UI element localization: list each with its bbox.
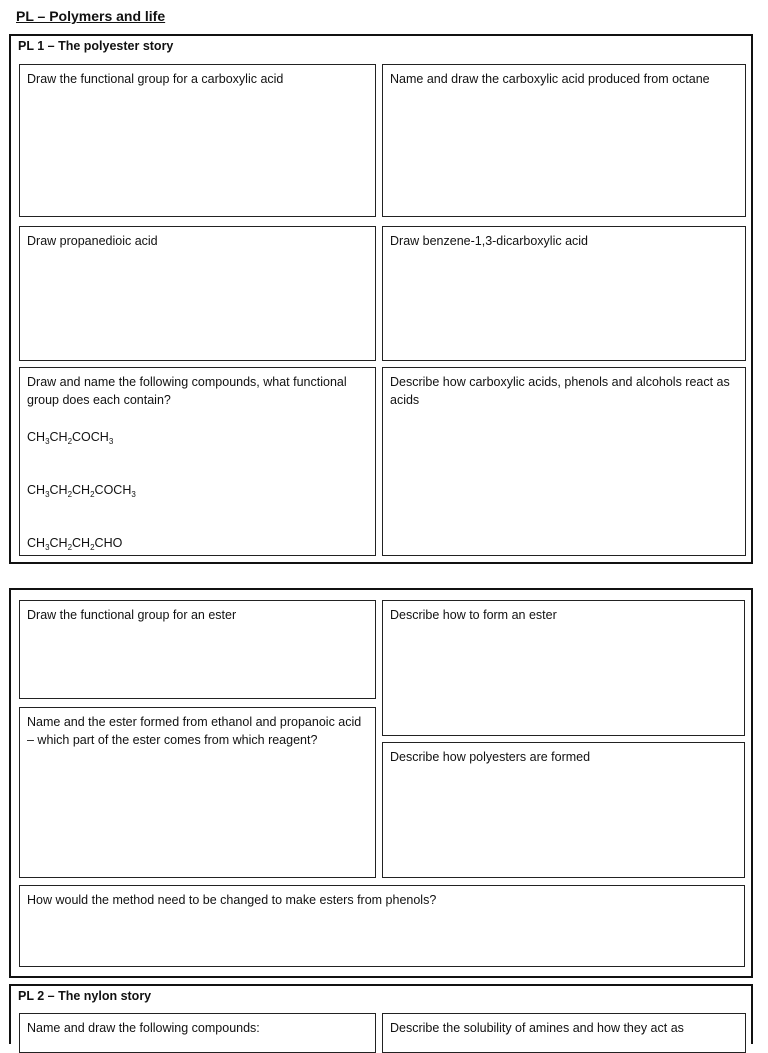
section-pl2 <box>9 984 753 1044</box>
box-carboxylic-group <box>19 64 376 217</box>
question-text: Describe the solubility of amines and how they act as <box>390 1021 684 1035</box>
section-heading-pl2: PL 2 – The nylon story <box>18 989 152 1003</box>
question-text: Describe how polyesters are formed <box>390 750 591 764</box>
box-benzene-dicarboxylic <box>382 226 746 361</box>
formula-text: CH <box>49 483 68 497</box>
question-text: Describe how carboxylic acids, phenols and alcohols react as acids <box>390 375 730 407</box>
formula-text: CH <box>72 536 91 550</box>
formula-subscript: 3 <box>108 437 114 446</box>
question-text: Describe how to form an ester <box>390 608 557 622</box>
formula-text: CH <box>72 483 91 497</box>
formula-subscript: 2 <box>90 490 95 499</box>
box-amines <box>382 1013 746 1053</box>
formula-subscript: 2 <box>67 543 73 552</box>
box-name-draw <box>19 1013 376 1053</box>
box-ester-group <box>19 600 376 699</box>
question-text: Name and draw the following compounds: <box>27 1021 260 1035</box>
formula-text: COCH <box>94 483 132 497</box>
formula-subscript: 2 <box>67 437 73 446</box>
formula-compound-3 <box>27 534 122 557</box>
formula-text: CH <box>27 483 46 497</box>
box-phenols-method <box>19 885 745 967</box>
question-text: Name and draw the carboxylic acid produced from octane <box>390 72 710 86</box>
question-text: How would the method need to be changed to make esters from phenols? <box>27 893 437 907</box>
formula-subscript: 2 <box>67 490 73 499</box>
box-polyesters <box>382 742 745 878</box>
formula-text: CH <box>49 536 68 550</box>
question-text: Draw benzene-1,3-dicarboxylic acid <box>390 234 589 248</box>
formula-compound-2 <box>27 481 136 504</box>
question-text: Draw the functional group for an ester <box>27 608 237 622</box>
formula-subscript: 3 <box>45 437 50 446</box>
page-title: PL – Polymers and life <box>16 8 166 24</box>
formula-compound-1 <box>27 428 113 451</box>
question-text: Name and the ester formed from ethanol and propanoic acid – which part of the ester comes from which reagent? <box>27 715 362 747</box>
formula-subscript: 3 <box>45 490 50 499</box>
section-heading-pl1: PL 1 – The polyester story <box>18 39 174 53</box>
box-ester-ethanol <box>19 707 376 878</box>
box-draw-name-compounds <box>19 367 376 556</box>
question-text: Draw and name the following compounds, what functional group does each contain? <box>27 375 347 407</box>
formula-text: CH <box>49 430 68 444</box>
box-octane-acid <box>382 64 746 217</box>
formula-subscript: 2 <box>90 543 95 552</box>
box-form-ester <box>382 600 745 736</box>
formula-text: COCH <box>72 430 109 444</box>
formula-text: CHO <box>94 536 123 550</box>
question-text: Draw propanedioic acid <box>27 234 158 248</box>
box-propanedioic <box>19 226 376 361</box>
question-text: Draw the functional group for a carboxylic acid <box>27 72 284 86</box>
formula-subscript: 3 <box>45 543 50 552</box>
formula-subscript: 3 <box>131 490 136 499</box>
box-acids-react <box>382 367 746 556</box>
formula-text: CH <box>27 430 46 444</box>
formula-text: CH <box>27 536 46 550</box>
section-pl1 <box>9 34 753 564</box>
section-esters <box>9 588 753 978</box>
